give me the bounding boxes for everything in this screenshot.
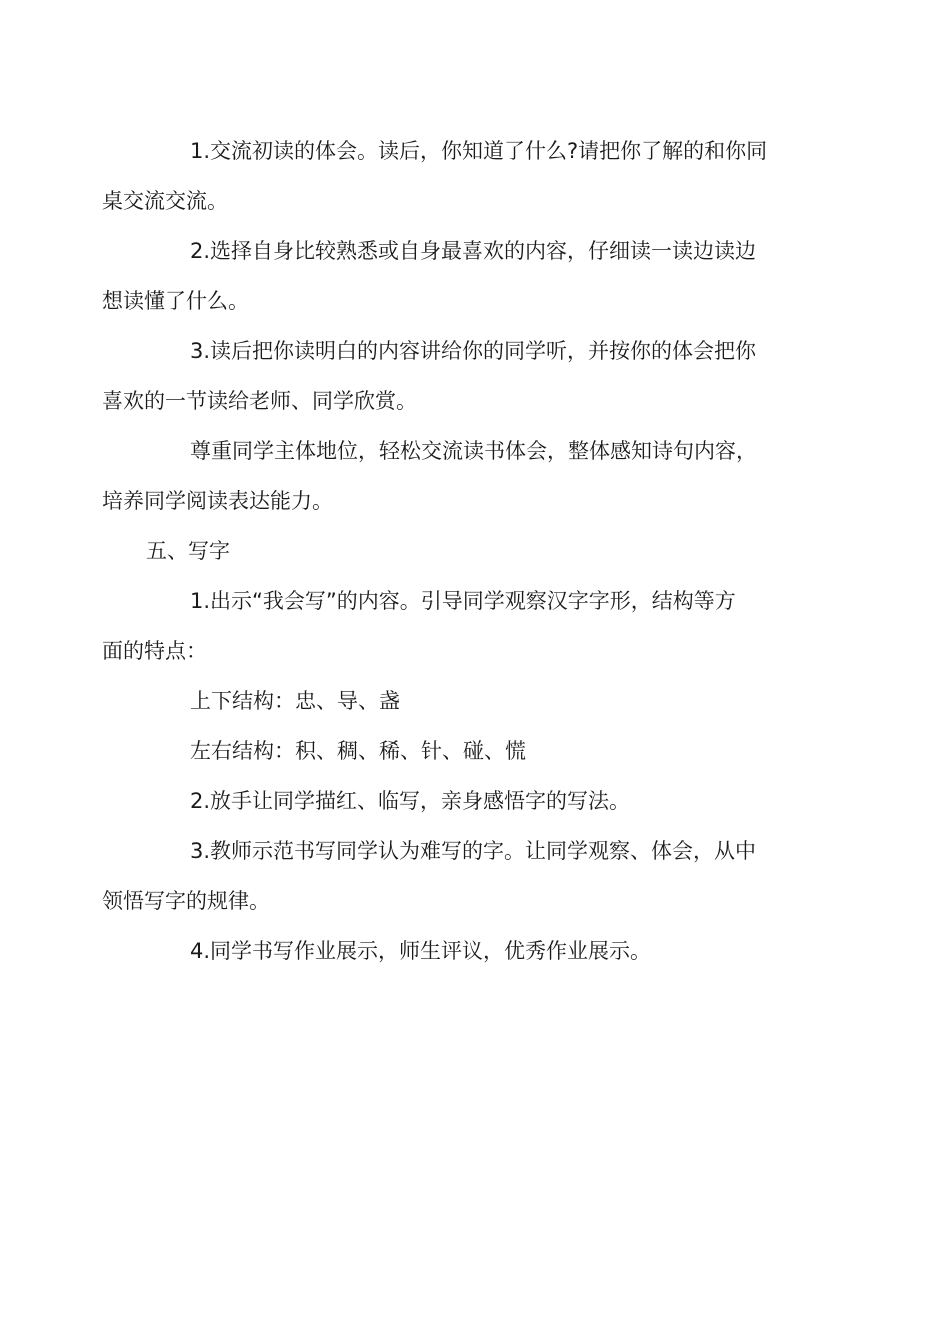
text-line: 上下结构：忠、导、盏: [190, 689, 400, 713]
text-line: 4.同学书写作业展示，师生评议，优秀作业展示。: [190, 939, 652, 963]
text-line: 面的特点：: [102, 639, 207, 663]
paragraph-top-bottom-structure: [146, 676, 796, 726]
text-line: 五、写字: [146, 539, 230, 563]
document-body: [102, 126, 796, 976]
text-line: 1.出示“我会写”的内容。引导同学观察汉字字形，结构等方: [190, 589, 736, 613]
text-line: 桌交流交流。: [102, 189, 228, 213]
text-line: 2.选择自身比较熟悉或自身最喜欢的内容，仔细读一读边读边: [190, 239, 757, 263]
text-line: 领悟写字的规律。: [102, 889, 270, 913]
text-line: 3.教师示范书写同学认为难写的字。让同学观察、体会，从中: [190, 839, 757, 863]
text-line: 喜欢的一节读给老师、同学欣赏。: [102, 389, 417, 413]
paragraph-tell-classmates: [102, 326, 796, 426]
text-line: 左右结构：积、稠、稀、针、碰、慌: [190, 739, 526, 763]
text-line: 想读懂了什么。: [102, 289, 249, 313]
paragraph-trace-copy: [146, 776, 796, 826]
text-line: 2.放手让同学描红、临写，亲身感悟字的写法。: [190, 789, 631, 813]
paragraph-teacher-demo: [102, 826, 796, 926]
text-line: 培养同学阅读表达能力。: [102, 489, 333, 513]
paragraph-teaching-intent: [102, 426, 796, 526]
section-heading-writing: [146, 526, 796, 576]
text-line: 3.读后把你读明白的内容讲给你的同学听，并按你的体会把你: [190, 339, 757, 363]
text-line: 1.交流初读的体会。读后，你知道了什么?请把你了解的和你同: [190, 139, 768, 163]
paragraph-homework-display: [146, 926, 796, 976]
paragraph-show-characters: [102, 576, 796, 676]
paragraph-left-right-structure: [146, 726, 796, 776]
paragraph-exchange-reading: [102, 126, 796, 226]
paragraph-choose-content: [102, 226, 796, 326]
text-line: 尊重同学主体地位，轻松交流读书体会，整体感知诗句内容，: [190, 439, 757, 463]
